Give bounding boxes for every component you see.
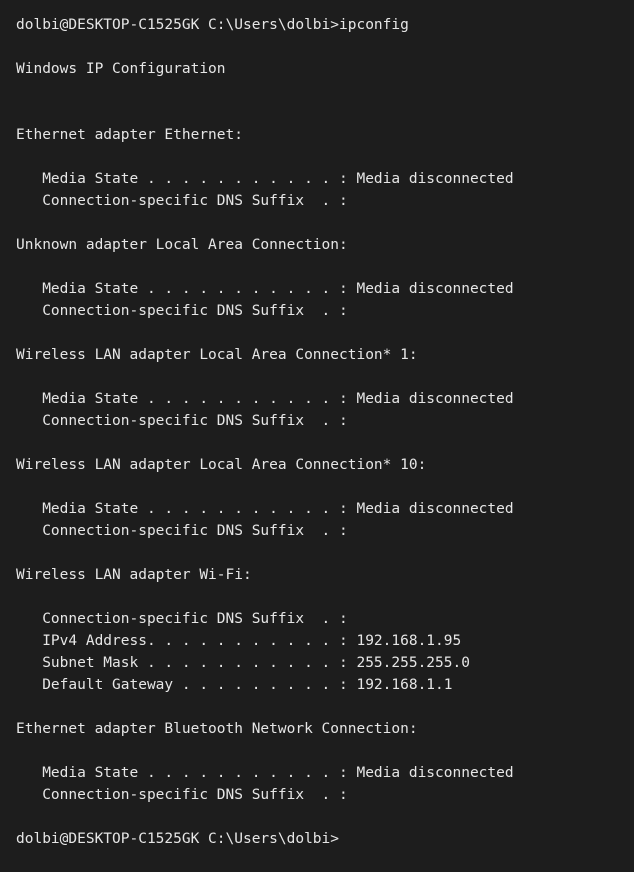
terminal-line: Media State . . . . . . . . . . . : Media disconnected (16, 765, 514, 781)
terminal-blank-line (16, 80, 618, 102)
terminal-line: Unknown adapter Local Area Connection: (16, 237, 348, 253)
terminal-line: IPv4 Address. . . . . . . . . . . : 192.168.1.95 (16, 633, 462, 649)
terminal-blank-line (16, 740, 618, 762)
terminal-line: Wireless LAN adapter Local Area Connection* 1: (16, 347, 418, 363)
terminal-blank-line (16, 366, 618, 388)
terminal-blank-line (16, 256, 618, 278)
terminal-line: Connection-specific DNS Suffix . : (16, 303, 348, 319)
terminal-line: dolbi@DESKTOP-C1525GK C:\Users\dolbi>ipconfig (16, 17, 409, 33)
terminal-line: Media State . . . . . . . . . . . : Media disconnected (16, 281, 514, 297)
terminal-line: Connection-specific DNS Suffix . : (16, 787, 348, 803)
terminal-line: Media State . . . . . . . . . . . : Media disconnected (16, 391, 514, 407)
terminal-line: Media State . . . . . . . . . . . : Media disconnected (16, 171, 514, 187)
terminal-line: Ethernet adapter Ethernet: (16, 127, 243, 143)
terminal-line: Wireless LAN adapter Local Area Connection* 10: (16, 457, 427, 473)
terminal-line: Connection-specific DNS Suffix . : (16, 193, 348, 209)
terminal-blank-line (16, 542, 618, 564)
terminal-blank-line (16, 322, 618, 344)
terminal-line: Media State . . . . . . . . . . . : Media disconnected (16, 501, 514, 517)
terminal-blank-line (16, 586, 618, 608)
terminal-line: dolbi@DESKTOP-C1525GK C:\Users\dolbi> (16, 831, 340, 847)
terminal-blank-line (16, 806, 618, 828)
terminal-blank-line (16, 36, 618, 58)
terminal-line: Connection-specific DNS Suffix . : (16, 523, 348, 539)
terminal-line: Connection-specific DNS Suffix . : (16, 611, 348, 627)
terminal-blank-line (16, 102, 618, 124)
terminal-blank-line (16, 432, 618, 454)
terminal-blank-line (16, 146, 618, 168)
terminal-blank-line (16, 212, 618, 234)
terminal-blank-line (16, 476, 618, 498)
terminal-line: Subnet Mask . . . . . . . . . . . : 255.255.255.0 (16, 655, 470, 671)
terminal-line: Default Gateway . . . . . . . . . : 192.168.1.1 (16, 677, 453, 693)
terminal-line: Ethernet adapter Bluetooth Network Connection: (16, 721, 418, 737)
terminal-line: Windows IP Configuration (16, 61, 226, 77)
terminal-line: Wireless LAN adapter Wi-Fi: (16, 567, 252, 583)
terminal-line: Connection-specific DNS Suffix . : (16, 413, 348, 429)
terminal-blank-line (16, 696, 618, 718)
